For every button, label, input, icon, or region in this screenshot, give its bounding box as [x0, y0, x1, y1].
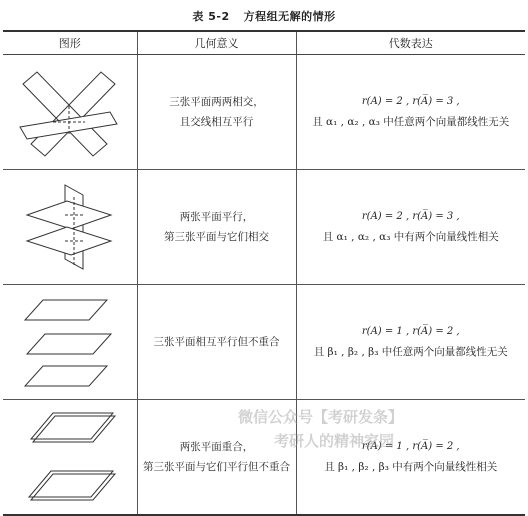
two-parallel-planes-one-intersecting-diagram: [15, 177, 125, 277]
figure-cell: [3, 400, 137, 516]
coincident-and-parallel-planes-diagram: [15, 407, 125, 507]
figure-cell: [3, 55, 137, 170]
geometric-meaning-cell: 两张平面重合， 第三张平面与它们平行但不重合: [137, 400, 296, 516]
table-title: [0, 8, 528, 24]
geometric-meaning-cell: 两张平面平行， 第三张平面与它们相交: [137, 170, 296, 285]
three-planes-pairwise-intersect-diagram: [15, 62, 125, 162]
table-row: [3, 55, 525, 170]
header-geometric-meaning: 几何意义: [137, 31, 296, 55]
geometric-meaning-cell: 三张平面相互平行但不重合: [137, 285, 296, 400]
table-row: [3, 170, 525, 285]
header-row: [3, 31, 525, 55]
algebraic-expression-cell: r(A) = 2 , r(A̅) = 3 , 且 α₁ , α₂ , α₃ 中任意两个向量都线性无关: [296, 55, 525, 170]
table-caption: 方程组无解的情形: [243, 10, 336, 23]
algebraic-expression-cell: r(A) = 1 , r(A̅) = 2 , 且 β₁ , β₂ , β₃ 中有两个向量线性相关: [296, 400, 525, 516]
table-row: [3, 285, 525, 400]
watermark: 微信公众号【考研发条】 考研人的精神家园: [238, 408, 404, 450]
geometric-meaning-cell: 三张平面两两相交， 且交线相互平行: [137, 55, 296, 170]
algebraic-expression-cell: r(A) = 2 , r(A̅) = 3 , 且 α₁ , α₂ , α₃ 中有两个向量线性相关: [296, 170, 525, 285]
algebraic-expression-cell: r(A) = 1 , r(A̅) = 2 , 且 β₁ , β₂ , β₃ 中任意两个向量都线性无关: [296, 285, 525, 400]
no-solution-table: [3, 30, 525, 516]
table-number: 表 5-2: [192, 10, 230, 23]
three-parallel-planes-diagram: [15, 292, 125, 392]
figure-cell: [3, 170, 137, 285]
header-figure: 图形: [3, 31, 137, 55]
table-row: [3, 400, 525, 516]
figure-cell: [3, 285, 137, 400]
header-algebraic-expression: 代数表达: [296, 31, 525, 55]
